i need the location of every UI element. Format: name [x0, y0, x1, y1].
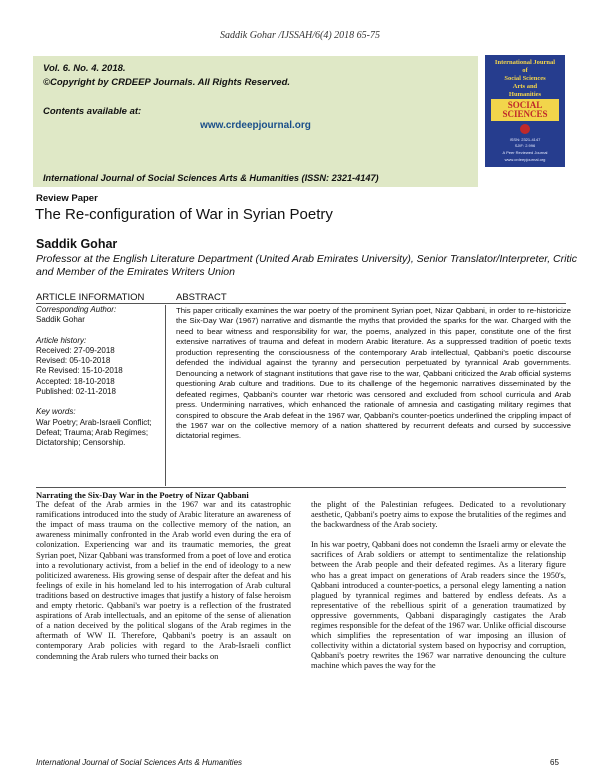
cover-title-line: Arts and	[512, 83, 538, 90]
body-left-column	[36, 490, 291, 662]
article-info-heading: ARTICLE INFORMATION	[36, 292, 145, 303]
journal-cover-image	[485, 55, 565, 167]
cover-band-text: SOCIAL SCIENCES	[502, 100, 548, 119]
journal-url-link[interactable]: www.crdeepjournal.org	[200, 120, 311, 131]
body-right-paragraph-1: the plight of the Palestinian refugees. Dedicated to a revolutionary aesthetic, Qabbani's poetry aims to expose the brutalities of the regimes and the backwardness of the Arab society.	[311, 500, 566, 530]
paper-title: The Re-configuration of War in Syrian Poetry	[35, 206, 333, 223]
keywords-text: War Poetry; Arab-Israeli Conflict; Defeat; Trauma; Arab Regimes; Dictatorship; Censorship.	[36, 417, 152, 448]
cover-sjif: SJIF: 2.996	[514, 143, 536, 148]
running-header: Saddik Gohar /IJSSAH/6(4) 2018 65-75	[220, 30, 380, 41]
published-date: Published: 02-11-2018	[36, 387, 116, 397]
corresponding-author-label: Corresponding Author:	[36, 305, 117, 314]
journal-info-box	[33, 56, 478, 187]
volume-line: Vol. 6. No. 4. 2018.	[43, 63, 126, 74]
body-left-text: The defeat of the Arab armies in the 1967 war and its catastrophic ramifications introduced into the study of Arabic literature an awareness of the impact of mass trauma on the collective memory of the nation, an awareness minimally confronted in the Arab world even during the era of colonization. Experiencing war and its traumatic memories, the great Syrian poet, Nizar Qabbani was transformed from a poet of love and erotica into a revolutionary activist, from a belief in the end of ideology to a new politicized awareness. His growing sense of despair after the defeat and his feelings of exile in his homeland led to his interrogation of Arab cultural traditions based on destructive images that justify a history of false heroism and empty rhetoric. Qabbani's war poetry is a reflection of the frustrated aspirations of Arab intellectuals, and an epitome of the sense of alienation of a nation deceived by the political slogans of the Arab regimes in the aftermath of WW II. Therefore, Qabbani's poetry is an assault on contemporary Arab policies with regard to the Arab-Israeli conflict condemning the Arab rulers who turned their backs on	[36, 500, 291, 661]
corresponding-author-name: Saddik Gohar	[36, 315, 85, 325]
journal-name-line: International Journal of Social Sciences Arts & Humanities (ISSN: 2321-4147)	[43, 173, 379, 183]
abstract-heading: ABSTRACT	[176, 292, 227, 303]
cover-site: www.crdeepjournal.org	[504, 157, 546, 162]
contents-line: Contents available at:	[43, 106, 142, 117]
revised-date: Revised: 05-10-2018	[36, 356, 111, 366]
cover-issn: ISSN: 2321-4147	[509, 137, 541, 142]
cover-title-line: Humanities	[508, 91, 542, 98]
body-right-column	[311, 500, 566, 672]
review-label: Review Paper	[36, 193, 98, 204]
section-bottom-rule	[36, 487, 566, 488]
body-right-paragraph-2: In his war poetry, Qabbani does not condemn the Israeli army or elevate the sacrifices of Arab soldiers or attempt to sentimentalize the relationship between the Arab people and their defeated regimes. As a literary figure who has a great impact on generations of Arab readers since the 1950's, Qabbani introduced a counter-poetics, a personal elegy lamenting a nation plagued by tyrannical regimes and battered by endless defeats. As a representative of the rebellious spirit of a generation traumatized by oppressive governments, Qabbani disparagingly castigates the Arab regimes responsible for the defeat of the 1967 war. Unlike official discourse which simplifies the representation of war imposing an illusion of collectivity within a dictatorial system based on hypocrisy and corruption, Qabbani's poetry rewrites the 1967 war narrative denouncing the culture machine which paves the way for the	[311, 540, 566, 671]
cover-title-line: Social Sciences	[504, 75, 546, 82]
copyright-line: ©Copyright by CRDEEP Journals. All Rights Reserved.	[43, 77, 291, 88]
section-headings	[36, 292, 566, 304]
cover-blurb: A Peer Reviewed Journal	[502, 150, 548, 155]
keywords-label: Key words:	[36, 407, 76, 417]
cover-title-line: of	[522, 67, 528, 74]
author-name: Saddik Gohar	[36, 237, 118, 251]
footer-journal-name: International Journal of Social Sciences Arts & Humanities	[36, 758, 243, 767]
body-section-heading: Narrating the Six-Day War in the Poetry of Nizar Qabbani	[36, 490, 249, 500]
cover-title	[487, 59, 563, 99]
re-revised-date: Re Revised: 15-10-2018	[36, 366, 123, 376]
received-date: Received: 27-09-2018	[36, 345, 115, 355]
cover-emblem-icon	[520, 124, 530, 134]
accepted-date: Accepted: 18-10-2018	[36, 376, 115, 386]
cover-title-line: International Journal	[494, 59, 556, 66]
abstract-text: This paper critically examines the war poetry of the prominent Syrian poet, Nizar Qabbani, in order to re-historicize the Six-Day War (1967) narrative and dismantle the myths that provided the sparks for the war. Charged with the need to bear witness and responsibility for war, the poems, analyzed in this paper, constitute one of the first extensive narratives of trauma and defeat in modern Arabic literature. As a suppressed tradition of poetic texts production representing the consciousness of the contemporary Arab intellectual, Qabbani's poetic discourse defended the individual against the tyranny and persecution perpetuated by tyrannical Arab governments. Denouncing a network of stagnant institutions that gave rise to the war, Qabbani criticized the Arab official systems questioning Arab culture and traditions. Due to its challenge of the hegemonic narratives disseminated by the defeated regimes, Qabbani's counter war rhetoric was censored and excluded from school curricula and Arab press. Undermining narratives, which enhanced the rationale of amnesia and castigating military regimes that conspired to obscure the Arab defeat in the 1967 war, Qabbani's counter-poetics underlined the crippling impact of the 1967 war on the collective memory of a nation shattered by recurrent defeats and cursed by successive dictatorial regimes.	[176, 306, 571, 441]
article-history-label: Article history:	[36, 335, 87, 345]
page-number: 65	[550, 758, 559, 767]
column-divider	[165, 305, 166, 486]
author-affiliation: Professor at the English Literature Department (United Arab Emirates University), Senior Translator/Interpreter, Critic and Member of the Emirates Writers Union	[36, 253, 577, 278]
article-info-column	[36, 305, 161, 449]
